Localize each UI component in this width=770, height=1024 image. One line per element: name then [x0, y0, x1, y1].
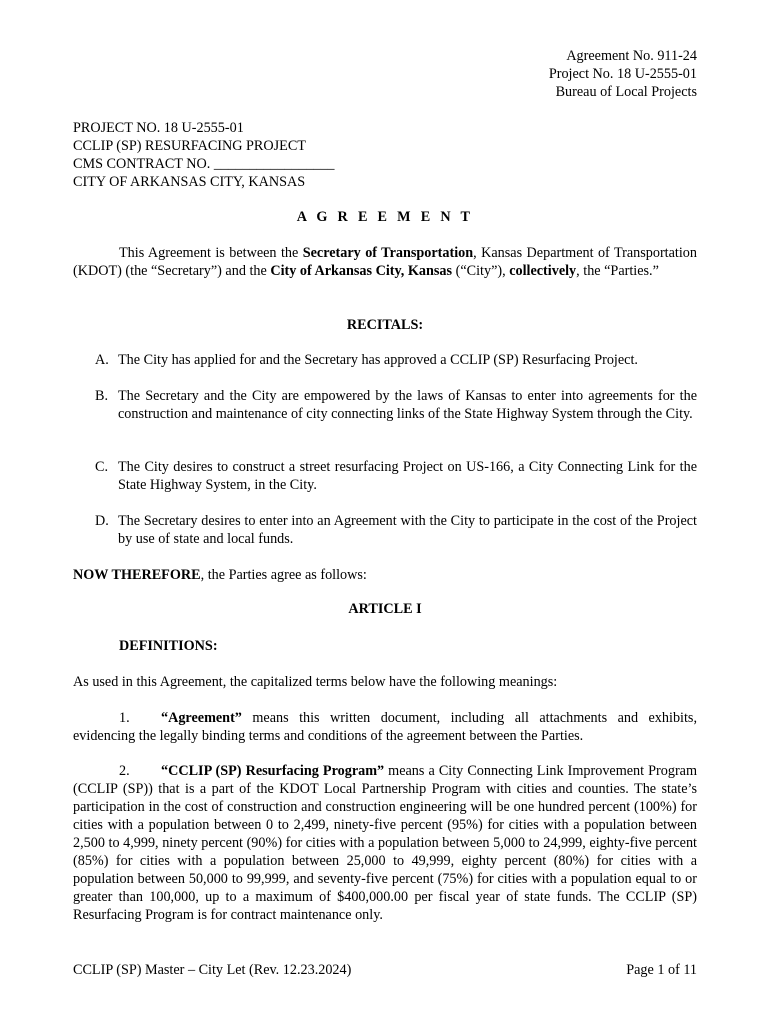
recital-label: A.	[95, 352, 109, 368]
project-number-left: PROJECT NO. 18 U-2555-01	[73, 120, 244, 136]
secretary-party: Secretary of Transportation	[302, 245, 474, 261]
intro-text-4: , the “Parties.”	[576, 263, 659, 279]
recital-text: The Secretary and the City are empowered by the laws of Kansas to enter into agreements for the construction and maintenance of city connecting links of the State Highway System through the City.	[118, 388, 697, 422]
footer-revision: CCLIP (SP) Master – City Let (Rev. 12.23.2024)	[73, 962, 352, 978]
project-number-right: Project No. 18 U-2555-01	[548, 66, 697, 82]
article-heading: ARTICLE I	[348, 601, 422, 617]
recital-item	[73, 512, 697, 548]
recitals-heading: RECITALS:	[346, 317, 424, 333]
recital-text: The City has applied for and the Secretary has approved a CCLIP (SP) Resurfacing Project.	[118, 352, 638, 368]
definitions-intro: As used in this Agreement, the capitalized terms below have the following meanings:	[73, 674, 558, 690]
city-party: City of Arkansas City, Kansas	[270, 263, 453, 279]
recital-label: B.	[95, 388, 109, 404]
header-project-block	[73, 119, 334, 191]
definition-term: “CCLIP (SP) Resurfacing Program”	[161, 763, 385, 779]
document-title: A G R E E M E N T	[296, 209, 474, 225]
bureau-name: Bureau of Local Projects	[555, 84, 697, 100]
definition-item	[73, 709, 697, 745]
cms-contract-number: CMS CONTRACT NO. _________________	[73, 156, 335, 172]
definition-term: “Agreement”	[161, 710, 242, 726]
now-therefore-line	[73, 566, 697, 584]
now-therefore-bold: NOW THEREFORE	[73, 567, 201, 583]
recital-item	[73, 458, 697, 494]
now-therefore-text: , the Parties agree as follows:	[200, 567, 367, 583]
definition-number: 1.	[119, 710, 130, 726]
recital-item	[73, 351, 697, 369]
intro-paragraph	[73, 244, 697, 280]
definition-text: means this written document, including all attachments and exhibits, evidencing the legally binding terms and conditions of the agreement between the Parties.	[73, 710, 697, 744]
recital-label: C.	[95, 459, 109, 475]
intro-text-1: This Agreement is between the	[119, 245, 303, 261]
definition-number: 2.	[119, 763, 130, 779]
project-name: CCLIP (SP) RESURFACING PROJECT	[73, 138, 306, 154]
definition-text: means a City Connecting Link Improvement Program (CCLIP (SP)) that is a part of the KDOT Local Partnership Program with cities and counties. The state’s participation in the cost of construction and construction engineering will be one hundred percent (100%) for cities with a population between 0 to 2,499, ninety-five percent (95%) for cities with a population between 2,500 to 4,999, ninety percent (90%) for cities with a population between 5,000 to 24,999, eighty-five percent (85%) for cities with a population between 25,000 to 49,999, eighty percent (80%) for cities with a population between 50,000 to 99,999, and seventy-five percent (75%) for cities with a population equal to or greater than 100,000, up to a maximum of $400,000.00 per fiscal year of state funds. The CCLIP (SP) Resurfacing Program is for contract maintenance only.	[73, 763, 697, 923]
agreement-number: Agreement No. 911-24	[566, 48, 697, 64]
collectively-term: collectively	[509, 263, 577, 279]
intro-text-2: , Kansas Department of Transportation (KDOT) (the “Secretary”) and the	[73, 245, 697, 279]
definitions-heading: DEFINITIONS:	[119, 638, 218, 654]
intro-text-3: (“City”),	[452, 263, 510, 279]
recital-text: The Secretary desires to enter into an Agreement with the City to participate in the cost of the Project by use of state and local funds.	[118, 513, 697, 547]
city-name: CITY OF ARKANSAS CITY, KANSAS	[73, 174, 306, 190]
recital-item	[73, 387, 697, 423]
recital-text: The City desires to construct a street resurfacing Project on US-166, a City Connecting Link for the State Highway System, in the City.	[118, 459, 697, 493]
recital-label: D.	[95, 513, 109, 529]
header-reference-block	[549, 47, 697, 101]
definition-item	[73, 762, 697, 924]
page-number: Page 1 of 11	[626, 962, 697, 978]
